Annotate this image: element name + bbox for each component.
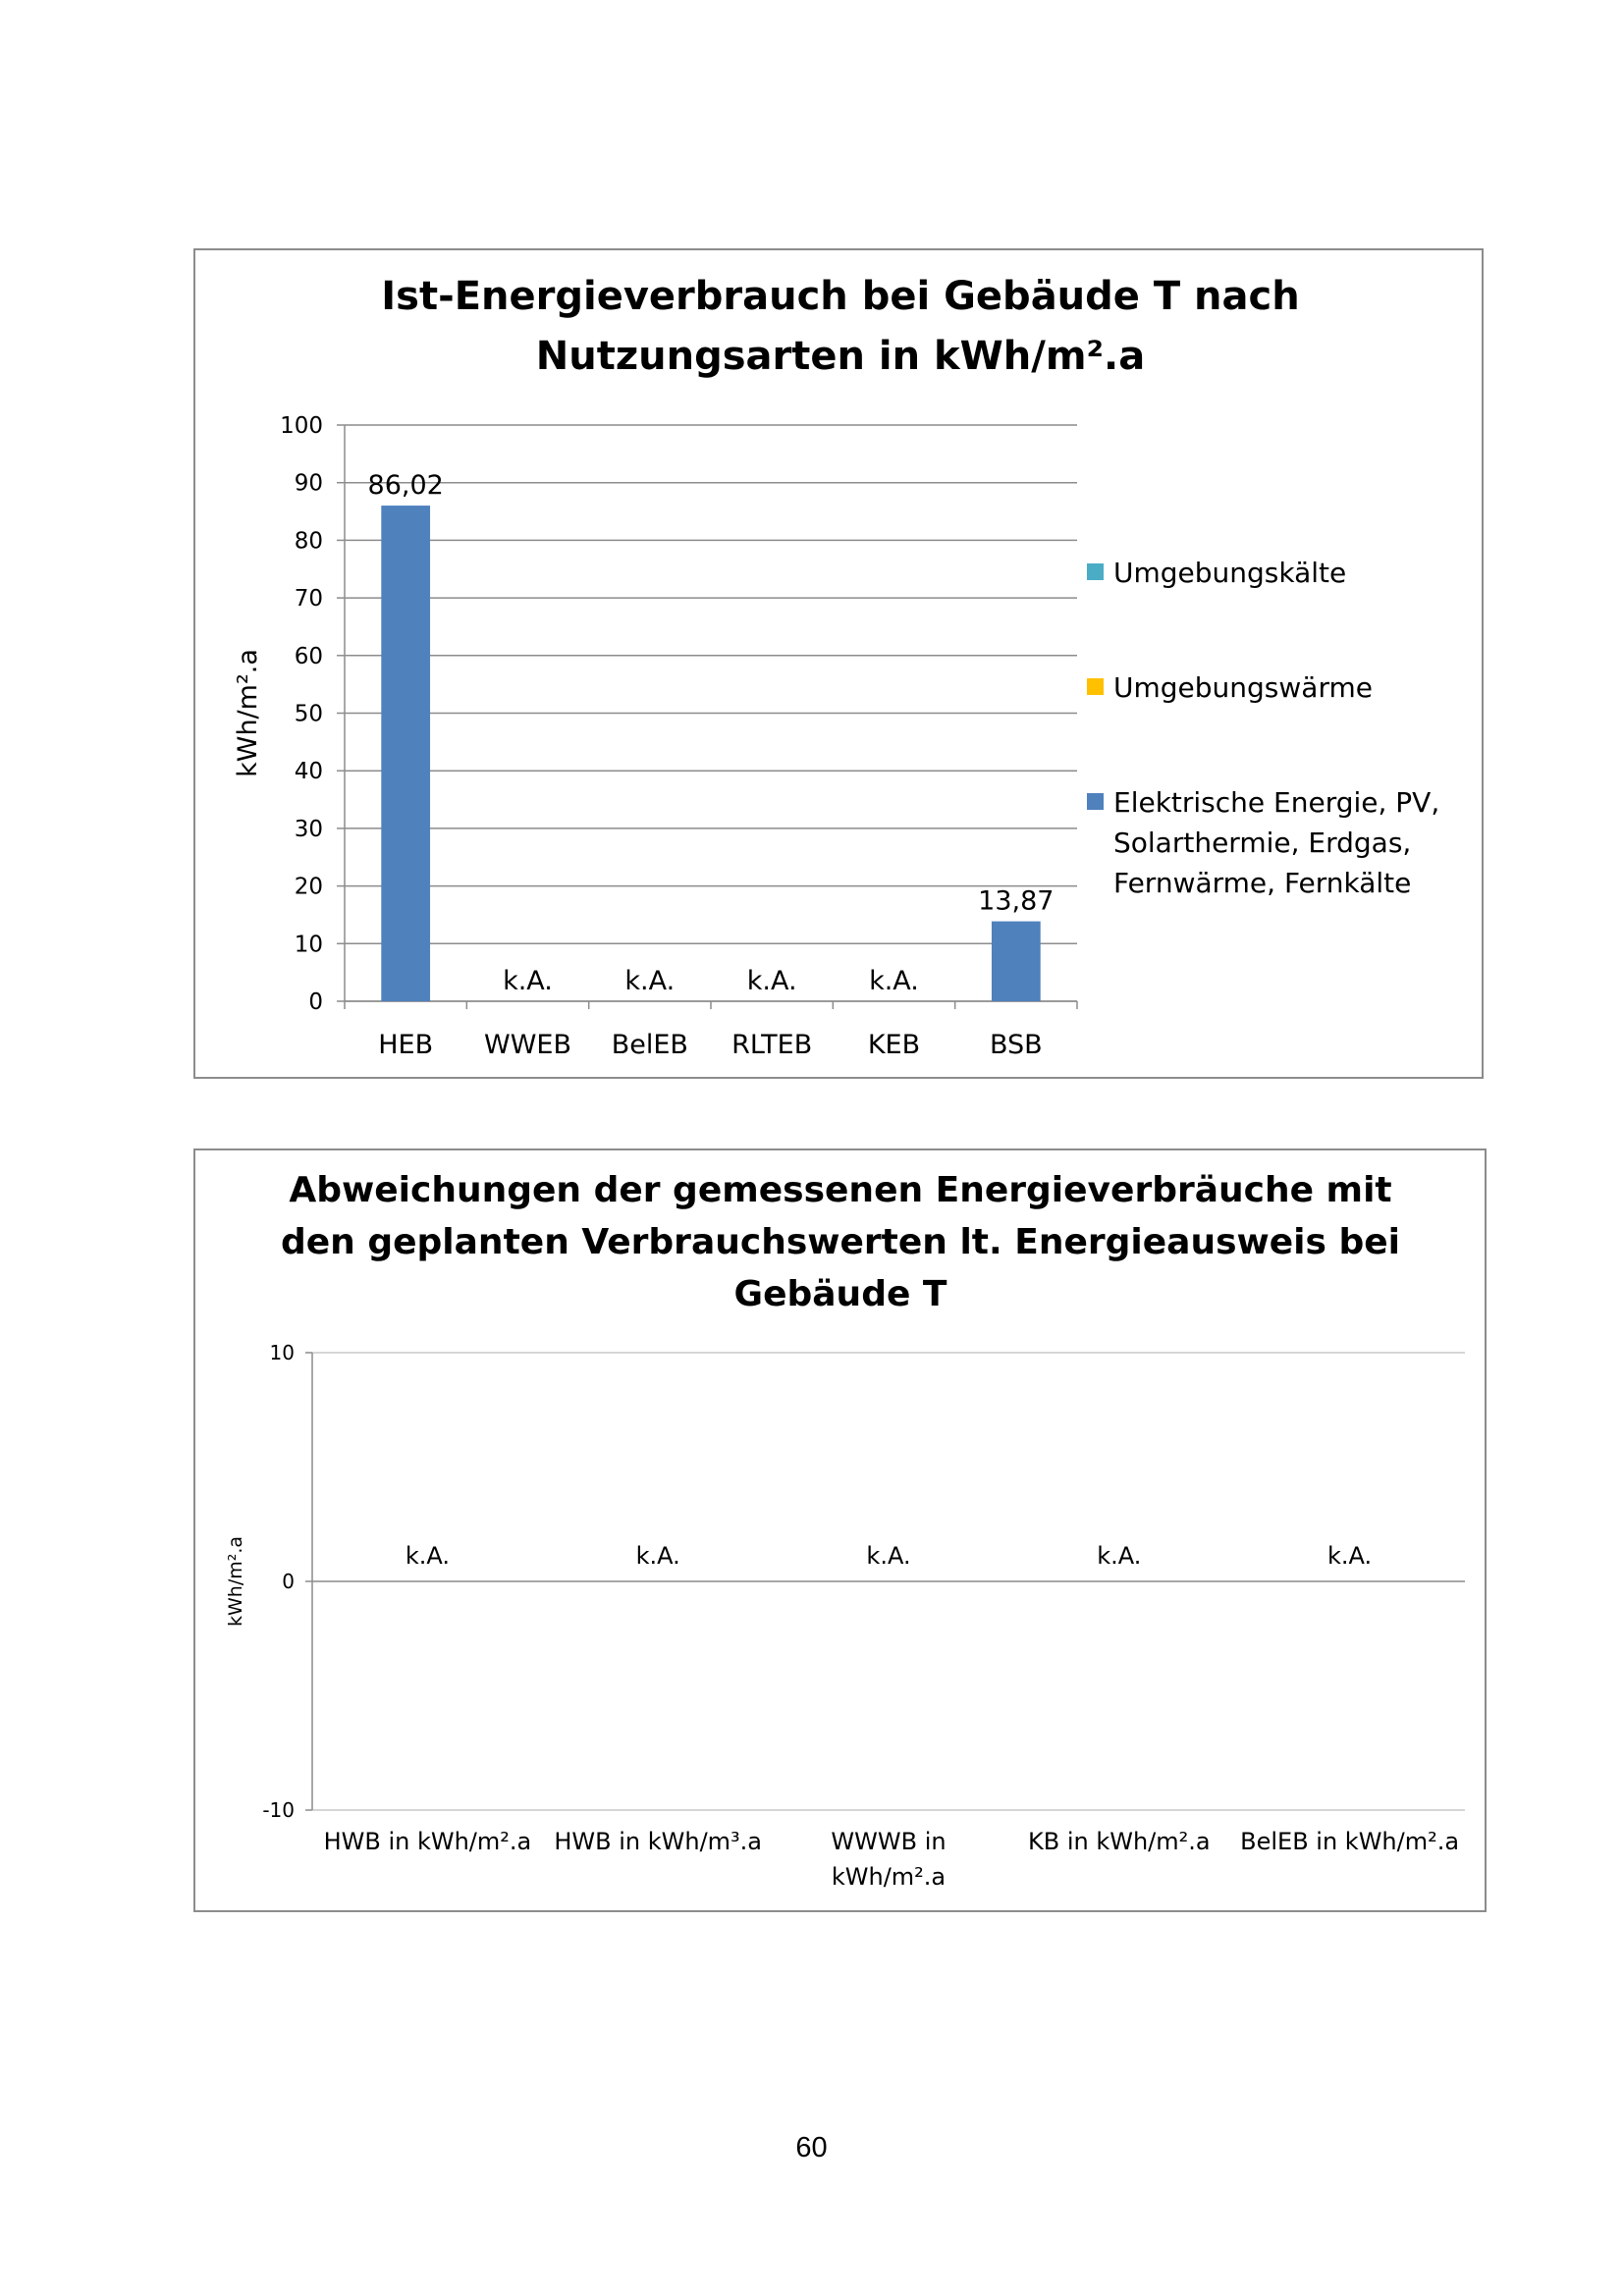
chart-title-line: Gebäude T [733,1274,947,1314]
y-tick-label: 80 [294,528,323,555]
x-tick-label: HWB in kWh/m².a [323,1828,532,1855]
y-tick-label: 10 [269,1341,295,1364]
data-label: k.A. [746,966,797,996]
x-tick-label: kWh/m².a [831,1863,947,1891]
x-tick-label: WWWB in [831,1828,947,1855]
x-tick-label: BelEB [611,1030,688,1060]
y-tick-label: -10 [262,1798,295,1822]
y-tick-label: 0 [282,1570,295,1593]
y-tick-label: 0 [308,989,323,1015]
data-label: k.A. [635,1542,680,1570]
energy-consumption-chart [193,248,1484,1079]
legend-label: Solarthermie, Erdgas, [1113,827,1412,859]
y-tick-label: 20 [294,874,323,900]
y-tick-label: 90 [294,470,323,497]
page-number: 60 [795,2132,828,2163]
data-label: k.A. [405,1542,450,1570]
chart-title-line: den geplanten Verbrauchswerten lt. Energieausweis bei [281,1222,1400,1262]
x-tick-label: KEB [867,1030,921,1060]
chart-title-line: Nutzungsarten in kWh/m².a [535,334,1146,379]
x-tick-label: BelEB in kWh/m².a [1240,1828,1460,1855]
y-tick-label: 50 [294,701,323,727]
energy-consumption-chart-canvas [195,250,1482,1077]
data-label: k.A. [624,966,676,996]
data-label: 13,87 [978,885,1055,917]
chart-title-line: Abweichungen der gemessenen Energieverbräuche mit [289,1170,1392,1210]
legend-swatch [1087,678,1104,695]
x-tick-label: RLTEB [731,1030,813,1060]
legend-label: Umgebungswärme [1113,671,1373,704]
data-label: k.A. [1327,1542,1373,1570]
bar [992,922,1041,1001]
chart-title-line: Ist-Energieverbrauch bei Gebäude T nach [381,274,1300,319]
y-tick-label: 60 [294,643,323,669]
x-tick-label: KB in kWh/m².a [1027,1828,1211,1855]
y-tick-label: 10 [294,932,323,958]
y-tick-label: 30 [294,816,323,842]
y-tick-label: 100 [280,413,323,439]
data-label: k.A. [869,966,919,996]
x-tick-label: HWB in kWh/m³.a [554,1828,763,1855]
x-tick-label: WWEB [484,1030,571,1060]
data-label: k.A. [866,1542,911,1570]
x-tick-label: HEB [378,1030,434,1060]
x-tick-label: BSB [989,1030,1043,1060]
legend-label: Umgebungskälte [1113,557,1347,589]
legend-label: Elektrische Energie, PV, [1113,786,1440,819]
data-label: k.A. [503,966,553,996]
legend-swatch [1087,793,1104,810]
data-label: k.A. [1097,1542,1142,1570]
y-tick-label: 40 [294,759,323,785]
y-tick-label: 70 [294,586,323,613]
deviation-chart-canvas [195,1150,1485,1910]
deviation-chart [193,1148,1487,1912]
legend-swatch [1087,563,1104,580]
data-label: 86,02 [367,470,444,502]
bar [381,506,430,1001]
y-axis-title: kWh/m².a [233,649,263,777]
legend-label: Fernwärme, Fernkälte [1113,867,1412,899]
y-axis-title: kWh/m².a [225,1535,246,1628]
